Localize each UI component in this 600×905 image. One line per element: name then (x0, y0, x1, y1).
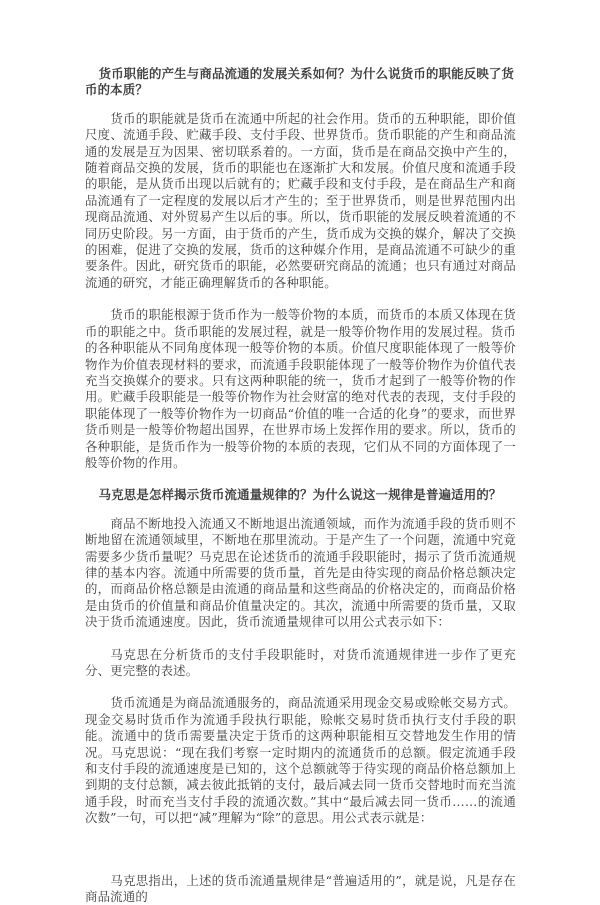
paragraph: 货币的职能就是货币在流通中所起的社会作用。货币的五种职能，即价值尺度、流通手段、贮藏手段、支付手段、世界货币。货币职能的产生和商品流通的发展是互为因果、密切联系着的。一方面，货币是在商品交换中产生的，随着商品交换的发展，货币的职能也在逐渐扩大和发展。价值尺度和流通手段的职能，是从货币出现以后就有的；贮藏手段和支付手段，是在商品生产和商品流通有了一定程度的发展以后才产生的；至于世界货币，则是世界范围内出现商品流通、对外贸易产生以后的事。所以，货币职能的发展反映着流通的不同历史阶段。另一方面，由于货币的产生，货币成为交换的媒介，解决了交换的困难，促进了交换的发展，货币的这种媒介作用，是商品流通不可缺少的重要条件。因此，研究货币的职能，必然要研究商品的流通；也只有通过对商品流通的研究，才能正确理解货币的各种职能。 (85, 110, 516, 290)
formula-gap (85, 843, 516, 873)
paragraph: 马克思在分析货币的支付手段职能时，对货币流通规律进一步作了更充分、更完整的表述。 (85, 646, 516, 678)
paragraph: 货币流通是为商品流通服务的，商品流通采用现金交易或赊帐交易方式。现金交易时货币作为流通手段执行职能，赊帐交易时货币执行支付手段的职能。流通中的货币需要量决定于货币的这两种职能相互交替地发生作用的情况。马克思说：“现在我们考察一定时期内的流通货币的总额。假定流通手段和支付手段的流通速度是已知的，这个总额就等于待实现的商品价格总额加上到期的支付总额，减去彼此抵销的支付，最后减去同一货币交替地时而充当流通手段，时而充当支付手段的流通次数。”其中“最后减去同一货币……的流通次数”一句，可以把“减”理解为“除”的意思。用公式表示就是： (85, 695, 516, 826)
question-heading: 货币职能的产生与商品流通的发展关系如何？为什么说货币的职能反映了货币的本质？ (85, 66, 515, 98)
paragraph: 商品不断地投入流通又不断地退出流通领域，而作为流通手段的货币则不断地留在流通领域里，不断地在那里流动。于是产生了一个问题，流通中究竟需要多少货币量呢？马克思在论述货币的流通手段职能时，揭示了货币流通规律的基本内容。流通中所需要的货币量，首先是由待实现的商品价格总额决定的，而商品价格总额是由流通的商品量和这些商品的价格决定的，而商品价格是由货币的价值量和商品价值量决定的。其次，流通中所需要的货币量，又取决于货币流通速度。因此，货币流通量规律可以用公式表示如下： (85, 515, 516, 630)
question-heading: 马克思是怎样揭示货币流通量规律的？为什么说这一规律是普遍适用的？ (98, 487, 502, 503)
paragraph: 马克思指出，上述的货币流通量规律是“普遍适用的”，就是说，凡是存在商品流通的 (85, 872, 516, 905)
paragraph: 货币的职能根源于货币作为一般等价物的本质，而货币的本质又体现在货币的职能之中。货币职能的发展过程，就是一般等价物作用的发展过程。货币的各种职能从不同角度体现一般等价物的本质。价值尺度职能体现了一般等价物作为价值表现材料的要求，而流通手段职能体现了一般等价物作为价值代表充当交换媒介的要求。只有这两种职能的统一，货币才起到了一般等价物的作用。贮藏手段职能是一般等价物作为社会财富的绝对代表的表现，支付手段的职能体现了一般等价物作为一切商品“价值的唯一合适的化身”的要求，而世界货币则是一般等价物超出国界，在世界市场上发挥作用的要求。所以，货币的各种职能，是货币作为一般等价物的本质的表现，它们从不同的方面体现了一般等价物的作用。 (85, 307, 516, 470)
